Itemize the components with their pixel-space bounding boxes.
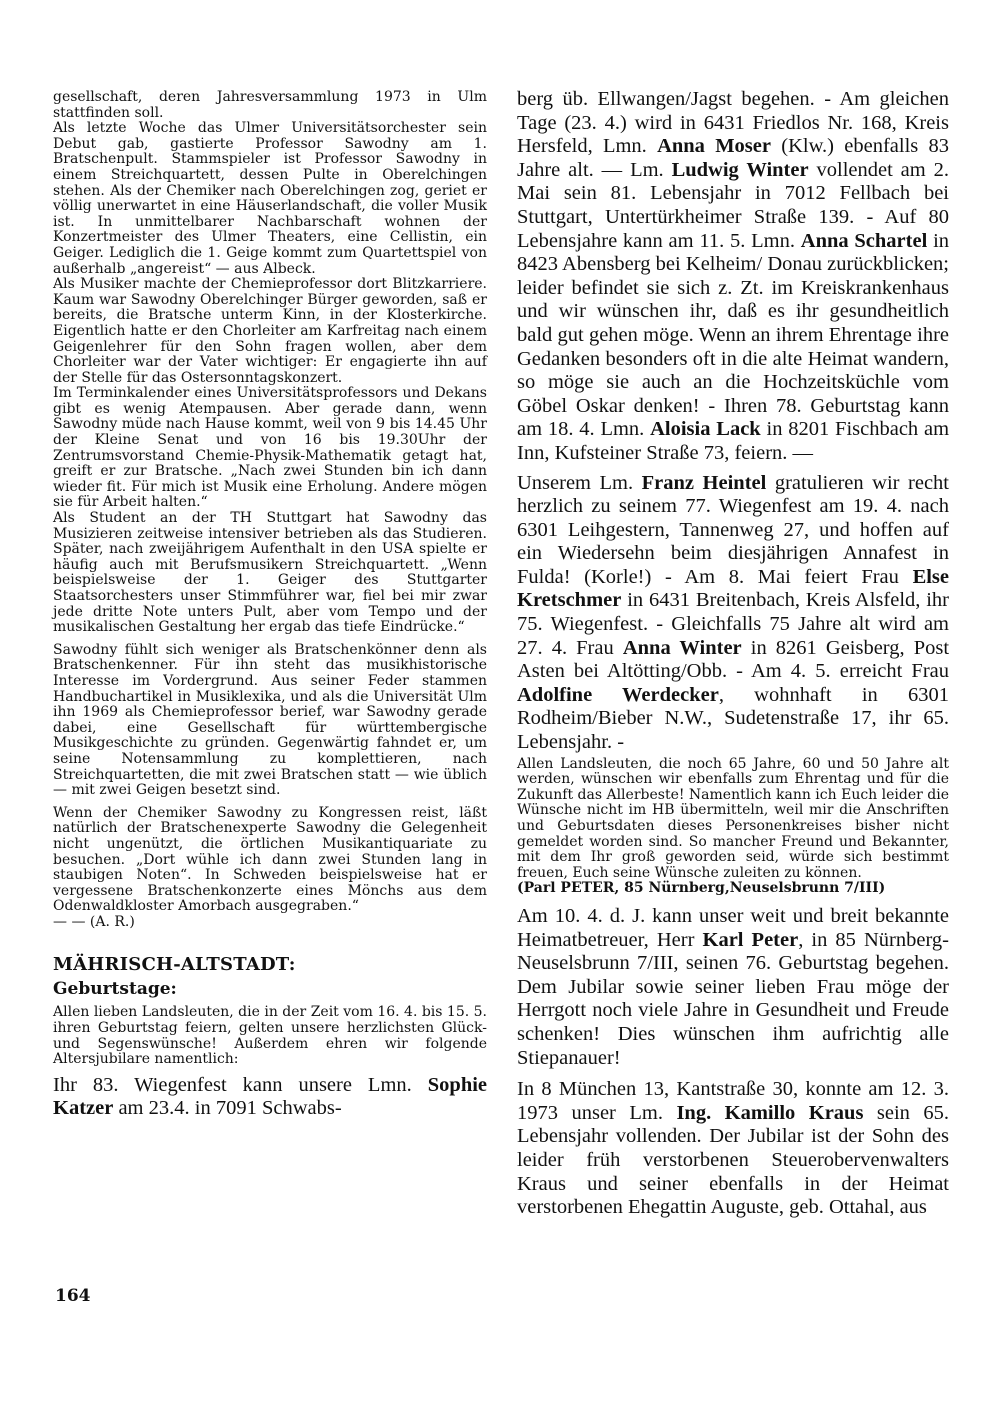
article-paragraph: Als Musiker machte der Chemieprofessor dort Blitzkarriere. Kaum war Sawodny Oberelchinger Bürger geworden, saß er bereits, die Bratsche unterm Kinn, in der Klosterkirche. Eigentlich hatte er den Chorleiter am Karfreitag nach einem Geigenlehrer für den Sohn fragen wollen, aber dem Chorleiter war der Vater wichtiger: Er engagierte ihn auf der Stelle für das Ostersonntagskonzert. [53, 276, 487, 386]
text-span: , in 85 Nürnberg-Neuselsbrunn 7/III, seinen 76. Geburtstag begehen. Dem Jubilar sowie seiner lieben Frau möge der Herrgott noch viele Jahre in Gesundheit und Freude schenken! Dies wünschen ihm aufrichtig alle Stiepanauer! [517, 928, 950, 1069]
text-span: , wohnhaft in 6301 Rodheim/Bieber N.W., Sudetenstraße 17, ihr 65. Lebensjahr. - [517, 683, 949, 754]
article-paragraph: Als letzte Woche das Ulmer Universitätsorchester sein Debut gab, gastierte Professor Sawodny am 1. Bratschenpult. Stammspieler ist Professor Sawodny in einem Streichquartett, dessen Pulte in Oberelchingen stehen. Als der Chemiker nach Oberelchingen zog, geriet er völlig unerwartet in eine Häuserlandschaft, die voller Musik ist. In unmittelbarer Nachbarschaft wohnen der Konzertmeister des Ulmer Theaters, eine Cellistin, ein Geiger. Lediglich die 1. Geige kommt zum Quartettspiel von außerhalb „angereist“ — aus Albeck. [53, 120, 487, 277]
text-span: in 8423 Abensberg bei Kelheim/ Donau zurückblicken; leider befindet sie sich z. Zt. im Kreiskrankenhaus und wir wünschen ihr, daß es ihr gesundheitlich bald gut gehen möge. Wenn an ihrem Ehrentage ihre Gedanken besonders oft in die alte Heimat wandern, so möge sie auch an die Hochzeitsküchle vom Göbel Oskar denken! - Ihren 78. Geburtstag kann am 18. 4. Lmn. [517, 229, 950, 441]
article-paragraph: Sawodny fühlt sich weniger als Bratschenkönner denn als Bratschenkenner. Für ihn steht das musikhistorische Interesse im Vordergrund. Aus seiner Feder stammen Handbuchartikel in Musiklexika, und als die Universität Ulm ihn 1969 als Chemieprofessor berief, war Sawodny gerade dabei, eine Gesellschaft für württembergische Musikgeschichte zu gründen. Gegenwärtig fahndet er, um seine Notensammlung zu komplettieren, nach Streichquartetten, die mit zwei Bratschen statt — wie üblich — mit zwei Geigen besetzt sind. [53, 641, 487, 799]
person-name: Ing. Kamillo Kraus [676, 1101, 864, 1124]
birthday-paragraph [517, 905, 949, 1070]
text-span: berg üb. Ellwangen/Jagst begehen. - Am gleichen Tage (23. 4.) wird in 6431 Friedlos Nr. 168, Kreis Hersfeld, Lmn. [517, 88, 949, 158]
text-span: Am 10. 4. d. J. kann unser weit und breit bekannte Heimatbetreuer, Herr [517, 904, 949, 951]
person-name: Karl Peter [702, 928, 799, 951]
text-span: Unserem Lm. [517, 471, 634, 494]
birthday-entry [53, 1074, 487, 1121]
greeting-block: Allen Landsleuten, die noch 65 Jahre, 60 und 50 Jahre alt werden, wünschen wir ebenfalls zum Ehrentag und für die Zukunft das Allerbeste! Namentlich kann ich Euch leider die Wünsche nicht im HB übermitteln, weil mir die Anschriften und Geburtsdaten dieses Personenkreises bisher nicht gemeldet worden sind. So mancher Freund und Bekannter, mit dem Ihr groß geworden seid, würde sich bestimmt freuen, Euch seine Wünsche zuleiten zu können. [517, 755, 949, 881]
article-paragraph: gesellschaft, deren Jahresversammlung 1973 in Ulm stattfinden soll. [53, 89, 487, 121]
person-name: Aloisia Lack [650, 418, 761, 441]
article-text [53, 90, 487, 930]
person-name: Else Kretschmer [517, 565, 950, 612]
page-number: 164 [55, 1286, 91, 1306]
birthday-paragraph [517, 1078, 949, 1220]
greeting-signature: (Parl PETER, 85 Nürnberg,Neuselsbrunn 7/III) [517, 880, 886, 897]
text-span: am 23.4. in 7091 Schwabs- [118, 1097, 342, 1120]
text-span: in 8201 Fischbach am Inn, Kufsteiner Straße 73, feiern. — [517, 418, 950, 464]
person-name: Anna Schartel [800, 229, 928, 252]
left-column [53, 90, 487, 1121]
person-name: Adolfine Werdecker [517, 683, 719, 706]
article-paragraph: Wenn der Chemiker Sawodny zu Kongressen reist, läßt natürlich der Bratschenexperte Sawodny die Gelegenheit nicht ungenützt, die örtlichen Musikantiquariate zu besuchen. „Dort wühle ich dann zwei Stunden lang in staubigen Noten“. In Schweden beispielsweise hat er vergessene Bratschenkonzerte eines Mönchs aus dem Odenwaldkloster Amorbach ausgegraben.“ [53, 804, 487, 915]
person-name: Anna Winter [622, 636, 742, 659]
person-name: Sophie Katzer [53, 1073, 488, 1120]
birthday-paragraph [517, 472, 949, 755]
section-subheading: Geburtstage: [53, 979, 177, 1000]
article-paragraph: Als Student an der TH Stuttgart hat Sawodny das Musizieren zeitweise intensiver betrieben als das Studieren. Später, nach zweijährigem Aufenthalt in den USA spielte er häufig auch mit Berufsmusikern Streichquartett. „Wenn beispielsweise der 1. Geiger des Stuttgarter Staatsorchesters unser Stimmführer war, fiel bei mir zwar jede dritte Note unters Pult, aber vom Tempo und der musikalischen Gestaltung her ergab das tiefe Eindrücke.“ [53, 510, 487, 636]
birthday-intro: Allen lieben Landsleuten, die in der Zeit vom 16. 4. bis 15. 5. ihren Geburtstag feiern, gelten unsere herzlichsten Glück- und Segenswünsche! Außerdem ehren wir folgende Altersjubilare namentlich: [53, 1004, 487, 1068]
text-span: in 8261 Geisberg, Post Asten bei Altötting/Obb. - Am 4. 5. erreicht Frau [517, 636, 950, 683]
person-name: Ludwig Winter [671, 158, 809, 181]
birthday-paragraph [517, 88, 949, 466]
person-name: Franz Heintel [641, 471, 767, 494]
article-signoff: — — (A. R.) [53, 913, 135, 930]
section-heading: MÄHRISCH-ALTSTADT: [53, 954, 296, 976]
right-column [517, 88, 949, 1220]
text-span: vollendet am 2. Mai sein 81. Lebensjahr in 7012 Fellbach bei Stuttgart, Untertürkheimer Straße 139. - Auf 80 Lebensjahre kann am 11. 5. Lmn. [517, 158, 950, 252]
text-span: sein 65. Lebensjahr vollenden. Der Jubilar ist der Sohn des leider früh verstorbenen Steuerobervenwalters Kraus und seiner ebenfalls in der Heimat verstorbenen Ehegattin Auguste, geb. Ottahal, aus [517, 1101, 950, 1219]
text-span: In 8 München 13, Kantstraße 30, konnte am 12. 3. 1973 unser Lm. [517, 1078, 949, 1124]
article-paragraph: Im Terminkalender eines Universitätsprofessors und Dekans gibt es wenig Atempausen. Aber gerade dann, wenn Sawodny müde nach Hause kommt, weil von 9 bis 14.45 Uhr der Kleine Senat und von 16 bis 19.30Uhr der Zentrumsvorstand Chemie-Physik-Mathematik getagt hat, greift er zur Bratsche. „Nach zwei Stunden bin ich dann wieder fit. Für mich ist Musik eine Erholung. Andere mögen sie für Arbeit halten.“ [53, 385, 487, 511]
text-span: in 6431 Breitenbach, Kreis Alsfeld, ihr 75. Wiegenfest. - Gleichfalls 75 Jahre alt wird am 27. 4. Frau [517, 589, 949, 659]
text-span: gratulieren wir recht herzlich zu seinem 77. Wiegenfest am 19. 4. nach 6301 Leihgestern, Tannenweg 27, und hoffen auf ein Wiedersehn beim diesjährigen Annafest in Fulda! (Korle!) - Am 8. Mai feiert Frau [517, 471, 949, 588]
text-span: (Klw.) ebenfalls 83 Jahre alt. — Lm. [517, 135, 950, 181]
person-name: Anna Moser [657, 135, 771, 158]
text-span: Ihr 83. Wiegenfest kann unsere Lmn. [53, 1073, 412, 1096]
